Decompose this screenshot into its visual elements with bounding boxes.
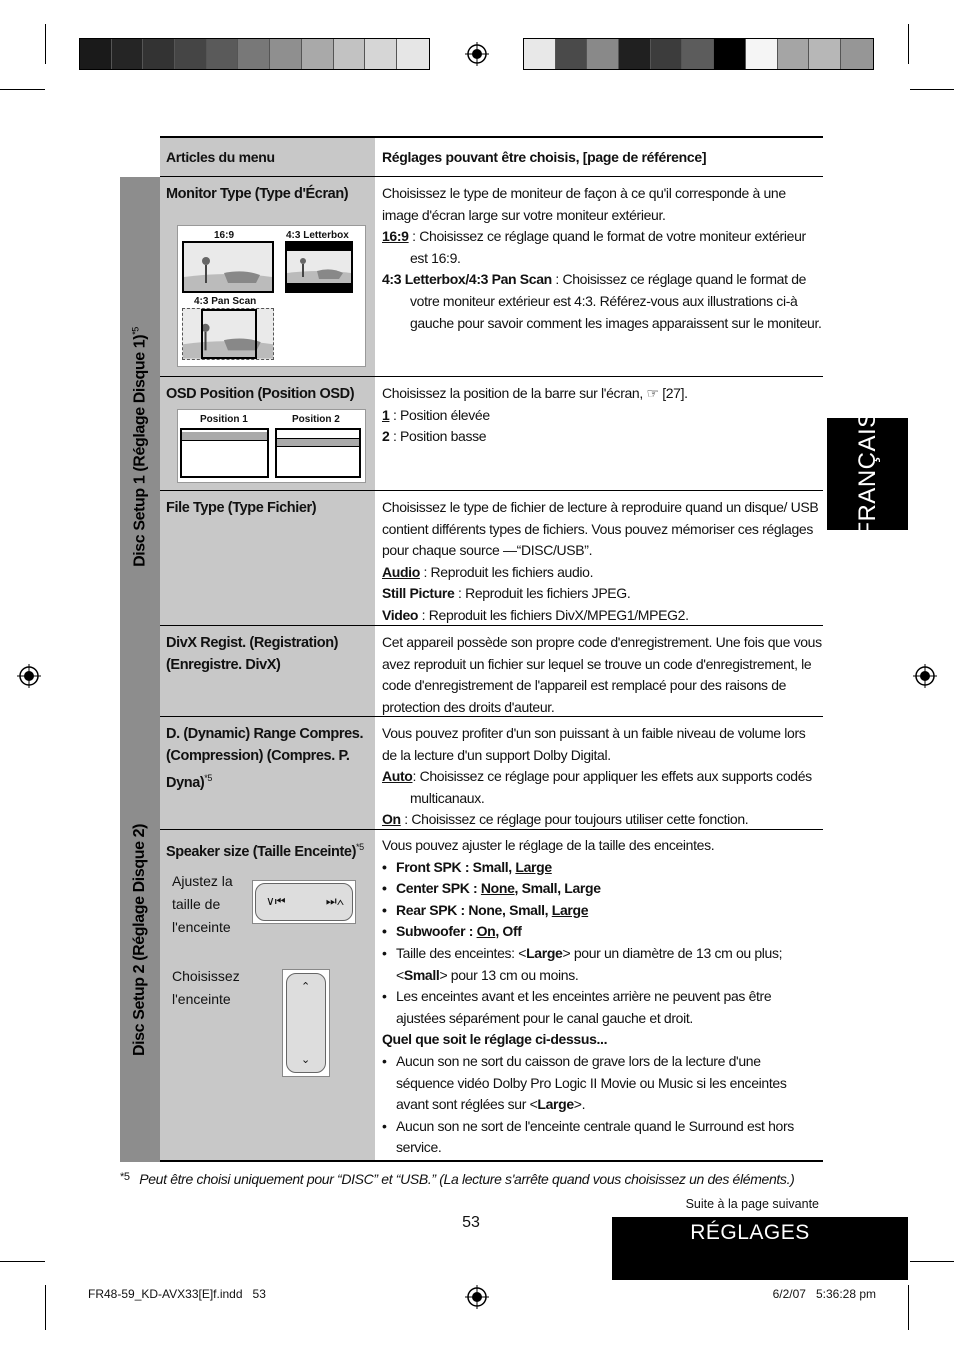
section-disc-setup-2 xyxy=(120,717,160,1162)
swatch xyxy=(841,39,873,69)
swatch xyxy=(587,39,619,69)
down-arrow-icon[interactable]: ⌄ xyxy=(301,1054,311,1066)
row-label-cell xyxy=(160,830,375,1160)
row-desc-cell xyxy=(382,632,822,718)
row-desc-cell xyxy=(382,723,822,831)
row-intro: Choisissez le type de moniteur de façon à ce qu'il corresponde à une image d'écran large sur votre moniteur extérieur. xyxy=(382,185,786,223)
adjust-label: Ajustez la taille de l'enceinte xyxy=(172,873,233,935)
option-on: On : Choisissez ce réglage pour toujours utiliser cette fonction. xyxy=(382,811,749,828)
row-desc-cell xyxy=(382,497,822,627)
table-header xyxy=(160,136,823,177)
swatch xyxy=(175,39,207,69)
settings-table xyxy=(120,136,823,1162)
swatch xyxy=(714,39,746,69)
swatch xyxy=(746,39,778,69)
crop-mark xyxy=(910,1261,954,1262)
crop-mark xyxy=(910,89,954,90)
crop-mark xyxy=(45,24,46,64)
print-file-info: FR48-59_KD-AVX33[E]f.indd 53 xyxy=(88,1287,266,1301)
table-row-speaker-size xyxy=(160,830,823,1162)
row-label-cell xyxy=(160,491,375,625)
language-tab xyxy=(827,411,908,537)
footnote xyxy=(120,1171,820,1187)
print-date-info: 6/2/07 5:36:28 pm xyxy=(772,1287,876,1301)
row-label-cell xyxy=(160,626,375,716)
up-arrow-icon[interactable]: ⌃ xyxy=(301,981,311,993)
list-item: • Front SPK : Small, Large xyxy=(382,857,822,879)
swatch xyxy=(651,39,683,69)
list-item: • Rear SPK : None, Small, Large xyxy=(382,900,822,922)
section-label: Disc Setup 1 (Réglage Disque 1)$^{*5}$ xyxy=(130,327,149,567)
speaker-options xyxy=(382,857,822,1030)
row-name: File Type (Type Fichier) xyxy=(166,500,317,516)
registration-mark-icon xyxy=(913,664,937,688)
option-audio: Audio : Reproduit les fichiers audio. xyxy=(382,563,594,580)
option-16-9: 16:9 : Choisissez ce réglage quand le format de votre moniteur extérieur est 16:9. xyxy=(382,228,806,266)
row-intro: Choisissez la position de la barre sur l'écran, ☞ [27]. xyxy=(382,385,688,401)
crop-mark xyxy=(0,1261,45,1262)
swatch xyxy=(809,39,841,69)
option-4-3: 4:3 Letterbox/4:3 Pan Scan : Choisissez ce réglage quand le format de votre moniteur extérieur est 4:3. Référez-vous aux illustrations ci-à gauche pour savoir comment les images apparaissent sur le moniteur. xyxy=(382,271,822,331)
swatch xyxy=(397,39,429,69)
list-item: • Taille des enceintes: <Large> pour un diamètre de 13 cm ou plus; <Small> pour 13 cm ou moins. xyxy=(382,943,822,986)
row-label-cell xyxy=(160,377,375,490)
crop-mark xyxy=(45,1285,46,1330)
row-name: OSD Position (Position OSD) xyxy=(166,386,355,402)
section-disc-setup-1 xyxy=(120,177,160,717)
screen-4-3-pan-scan xyxy=(182,308,274,360)
up-down-buttons xyxy=(282,969,330,1077)
swatch xyxy=(207,39,239,69)
crop-mark xyxy=(908,24,909,64)
osd-screen-2 xyxy=(275,428,361,478)
row-desc-cell xyxy=(382,835,822,1159)
bold-heading: Quel que soit le réglage ci-dessus... xyxy=(382,1031,608,1048)
registration-mark-icon xyxy=(465,42,489,66)
illus-label: 4:3 Pan Scan xyxy=(194,296,257,307)
list-item: • Center SPK : None, Small, Large xyxy=(382,878,822,900)
swatch xyxy=(524,39,556,69)
swatch xyxy=(365,39,397,69)
crop-mark xyxy=(0,89,45,90)
option-1: 1 : Position élevée xyxy=(382,406,490,423)
list-item: • Aucun son ne sort de l'enceinte centrale quand le Surround est hors service. xyxy=(382,1116,822,1159)
footnote-text: Peut être choisi uniquement pour “DISC” et “USB.” (La lecture s'arrête quand vous choisissez un des éléments.) xyxy=(139,1171,795,1187)
skip-buttons xyxy=(252,880,356,924)
option-auto: Auto: Choisissez ce réglage pour appliquer les effets aux supports codés multicanaux. xyxy=(382,768,812,806)
list-item: • Aucun son ne sort du caisson de grave lors de la lecture d'une séquence vidéo Dolby Pro Logic II Movie ou Music si les enceintes avant sont réglées sur <Large>. xyxy=(382,1051,822,1116)
screen-16-9 xyxy=(182,241,274,293)
row-intro: Vous pouvez ajuster le réglage de la taille des enceintes. xyxy=(382,837,715,853)
screen-4-3-letterbox xyxy=(285,241,353,293)
list-item: • Subwoofer : On, Off xyxy=(382,921,822,943)
header-col-menu-label: Articles du menu xyxy=(166,149,275,165)
header-col-settings-label: Réglages pouvant être choisis, [page de référence] xyxy=(382,149,707,165)
swatch xyxy=(302,39,334,69)
color-bar-left xyxy=(79,38,430,70)
table-row-file-type xyxy=(160,491,823,626)
osd-position-illustration xyxy=(177,409,366,483)
section-tab-label: RÉGLAGES xyxy=(690,1221,810,1244)
section-tab xyxy=(612,1217,908,1280)
illus-label: Position 2 xyxy=(292,414,340,425)
color-bar-right xyxy=(523,38,874,70)
row-name: Monitor Type (Type d'Écran) xyxy=(166,186,349,202)
row-intro: Vous pouvez profiter d'un son puissant à un faible niveau de volume lors de la lecture d'un support Dolby Digital. xyxy=(382,725,806,763)
swatch xyxy=(619,39,651,69)
option-2: 2 : Position basse xyxy=(382,428,487,445)
row-label-cell xyxy=(160,177,375,376)
option-video: Video : Reproduit les fichiers DivX/MPEG1/MPEG2. xyxy=(382,606,689,623)
swatch xyxy=(556,39,588,69)
illus-label: 16:9 xyxy=(214,230,235,241)
swatch xyxy=(270,39,302,69)
swatch xyxy=(80,39,112,69)
swatch xyxy=(112,39,144,69)
table-row-osd-position xyxy=(160,377,823,491)
row-desc-cell xyxy=(382,383,822,448)
table-row-divx-regist xyxy=(160,626,823,717)
row-label-cell xyxy=(160,717,375,829)
monitor-type-illustration xyxy=(177,225,366,367)
option-still-picture: Still Picture : Reproduit les fichiers JPEG. xyxy=(382,585,631,602)
registration-mark-icon xyxy=(465,1285,489,1309)
table-row-dynamic-range xyxy=(160,717,823,830)
row-name: Speaker size (Taille Enceinte)$^{*5}$ xyxy=(166,842,364,860)
osd-screen-1 xyxy=(180,428,269,478)
illus-label: Position 1 xyxy=(200,414,248,425)
illus-label: 4:3 Letterbox xyxy=(286,230,349,241)
page-number: 53 xyxy=(462,1214,480,1231)
language-tab-label: FRANÇAIS xyxy=(853,411,881,537)
skip-back-icon[interactable]: ∨⏮ xyxy=(266,894,286,908)
list-item: • Les enceintes avant et les enceintes arrière ne peuvent pas être ajustées séparément pour le canal gauche et droit. xyxy=(382,986,822,1029)
row-name: DivX Regist. (Registration) (Enregistre. DivX) xyxy=(166,635,339,673)
swatch xyxy=(334,39,366,69)
section-label: Disc Setup 2 (Réglage Disque 2) xyxy=(131,823,148,1056)
row-desc-cell xyxy=(382,183,822,334)
swatch xyxy=(238,39,270,69)
registration-mark-icon xyxy=(17,664,41,688)
table-row-monitor-type xyxy=(160,177,823,377)
swatch xyxy=(682,39,714,69)
row-text: Cet appareil possède son propre code d'enregistrement. Une fois que vous avez reproduit un fichier sur lequel se trouve un code d'enregistrement, le code d'enregistrement de l'appareil est remplacé pour des raisons de protection des droits d'auteur. xyxy=(382,634,822,715)
swatch xyxy=(143,39,175,69)
crop-mark xyxy=(908,1285,909,1330)
choose-label: Choisissez l'enceinte xyxy=(172,968,240,1007)
swatch xyxy=(778,39,810,69)
row-name: D. (Dynamic) Range Compres. (Compression) (Compres. P. Dyna)$^{*5}$ xyxy=(166,726,364,791)
continue-note: Suite à la page suivante xyxy=(685,1197,819,1211)
skip-forward-icon[interactable]: ⏭∧ xyxy=(325,894,344,908)
row-intro: Choisissez le type de fichier de lecture à reproduire quand un disque/ USB contient différents types de fichiers. Vous pouvez mémoriser ces réglages pour chaque source —“DISC/USB”. xyxy=(382,499,819,559)
footnote-mark: *5 xyxy=(120,1171,130,1183)
speaker-notes xyxy=(382,1051,822,1159)
